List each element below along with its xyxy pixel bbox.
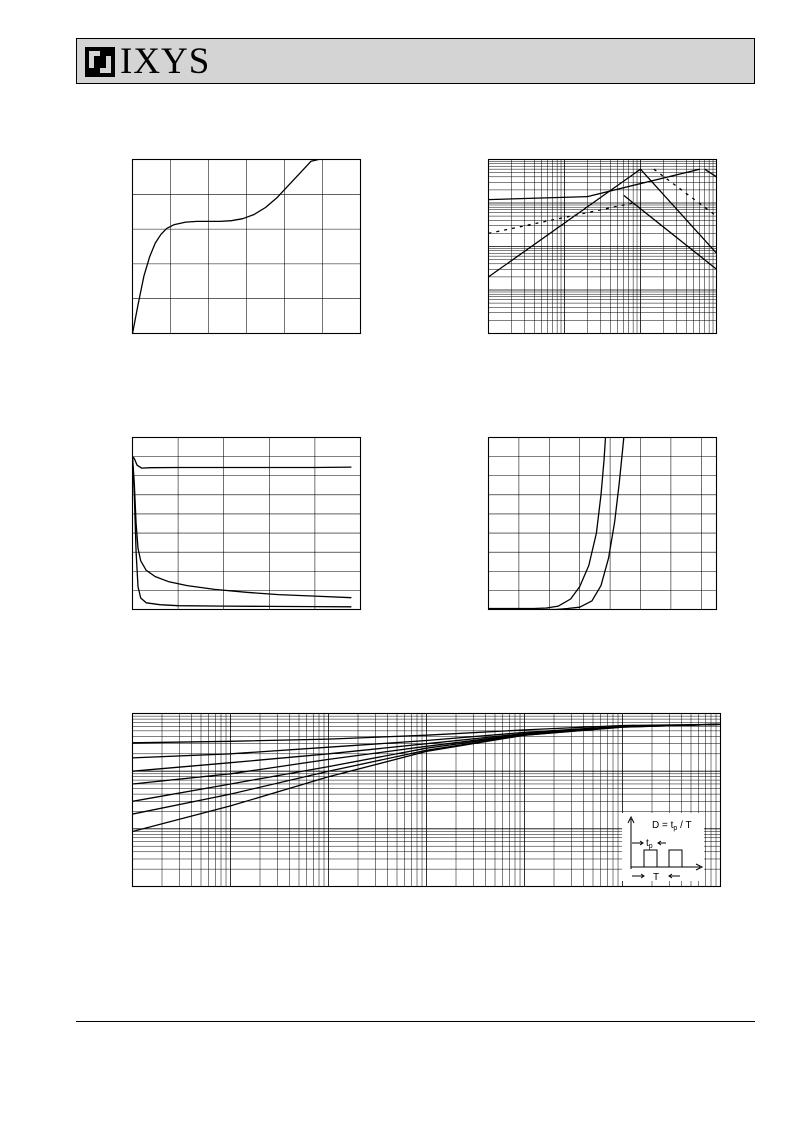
period-label: T [653, 872, 660, 883]
grid [489, 438, 717, 610]
ixys-logo-icon [85, 47, 115, 77]
duty-cycle-formula: $D = t_p / T$ [652, 820, 692, 832]
series-line-1 [133, 457, 352, 469]
footer-rule [76, 1021, 755, 1022]
series-line-5 [624, 195, 717, 269]
pulse-inset [622, 813, 704, 881]
grid [133, 438, 361, 610]
curves [489, 438, 624, 610]
plot-frame [133, 438, 361, 610]
chart-2-top-right [488, 159, 717, 334]
curves [133, 160, 319, 334]
series-line-2 [133, 457, 352, 598]
pulse-width-label: $t_p$ [646, 838, 653, 850]
chart-3-middle-left [132, 437, 361, 610]
brand-name: IXYS [120, 41, 211, 82]
plot-frame [489, 438, 717, 610]
series-line-3 [489, 197, 588, 200]
curves [489, 169, 717, 277]
curves [133, 457, 352, 607]
chart-1-top-left [132, 159, 361, 334]
grid [133, 160, 361, 334]
series-line-2 [641, 169, 717, 253]
series-line-1 [489, 438, 606, 609]
chart-4-middle-right [488, 437, 717, 610]
ixys-logo [85, 41, 211, 82]
grid [489, 160, 717, 334]
series-line-1 [133, 160, 319, 334]
series-line-3 [133, 457, 352, 607]
header-bar [76, 38, 755, 84]
series-line-8 [705, 169, 717, 177]
